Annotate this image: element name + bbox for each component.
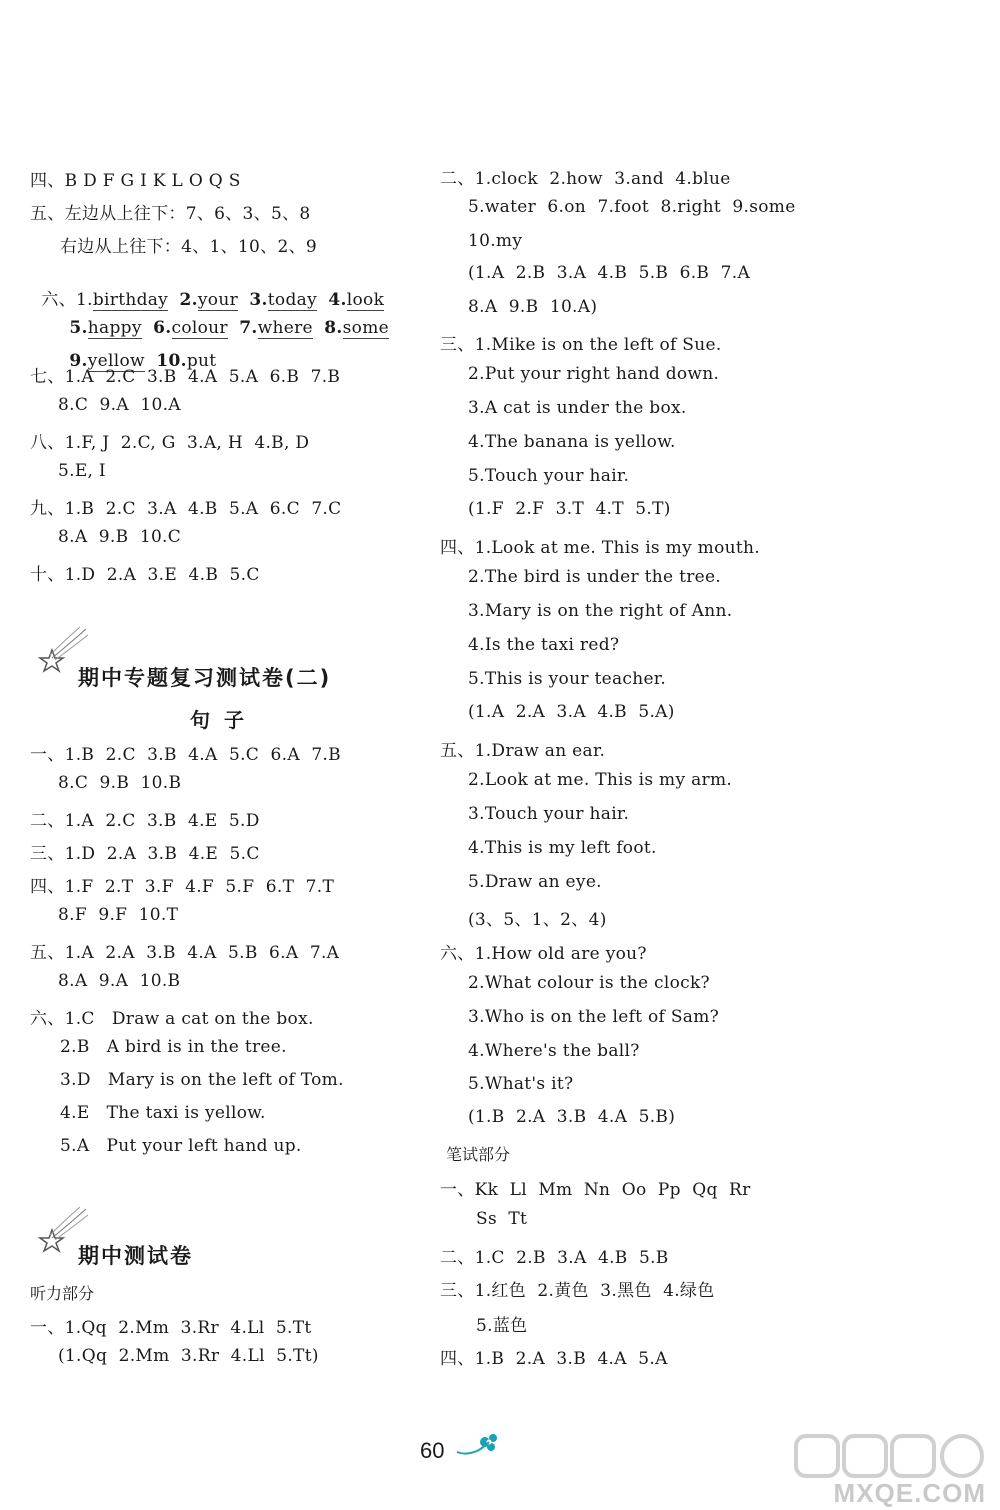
answer-line: (1.B 2.A 3.B 4.A 5.B)	[468, 1107, 676, 1127]
answer-line: 三、1.D 2.A 3.B 4.E 5.C	[30, 844, 260, 864]
answer-line: 五、1.A 2.A 3.B 4.A 5.B 6.A 7.A	[30, 943, 340, 963]
answer-line: (3、5、1、2、4)	[468, 910, 607, 930]
answer-line: 2.Put your right hand down.	[468, 364, 720, 384]
answer-line: 二、1.C 2.B 3.A 4.B 5.B	[440, 1248, 669, 1268]
answer-line: 2.The bird is under the tree.	[468, 567, 722, 587]
answer-line: (1.F 2.F 3.T 4.T 5.T)	[468, 499, 671, 519]
answer-line: 5.蓝色	[476, 1316, 528, 1336]
answer-line: 8.F 9.F 10.T	[58, 905, 179, 925]
part-label: 笔试部分	[446, 1145, 511, 1164]
answer-line: 5.Touch your hair.	[468, 466, 630, 486]
answer-line: 二、1.A 2.C 3.B 4.E 5.D	[30, 811, 260, 831]
answer-line: 5.What's it?	[468, 1074, 574, 1094]
answer-line: 8.A 9.B 10.C	[58, 527, 182, 547]
answer-line: 8.C 9.B 10.B	[58, 773, 182, 793]
answer-line: 5.This is your teacher.	[468, 669, 667, 689]
section-title: 期中专题复习测试卷(二)	[78, 666, 332, 690]
answer-line: 六、1.birthday 2.your 3.today 4.look	[41, 290, 385, 310]
section-title: 期中测试卷	[78, 1244, 193, 1268]
answer-line: 五、1.Draw an ear.	[440, 741, 606, 761]
answer-line: 8.A 9.B 10.A)	[468, 297, 598, 317]
answer-line: 一、1.B 2.C 3.B 4.A 5.C 6.A 7.B	[30, 745, 341, 765]
answer-line: 右边从上往下：4、1、10、2、9	[60, 237, 317, 257]
answer-line: 3.Mary is on the right of Ann.	[468, 601, 733, 621]
answer-line: 四、1.Look at me. This is my mouth.	[440, 538, 760, 558]
answer-line: 2.What colour is the clock?	[468, 973, 710, 993]
answer-line: 一、1.Qq 2.Mm 3.Rr 4.Ll 5.Tt	[30, 1318, 312, 1338]
answer-line: 九、1.B 2.C 3.A 4.B 5.A 6.C 7.C	[30, 499, 342, 519]
answer-line: 2.B A bird is in the tree.	[60, 1037, 287, 1057]
answer-line: (1.A 2.A 3.A 4.B 5.A)	[468, 702, 675, 722]
answer-line: 5.E, I	[58, 461, 106, 481]
answer-line: Ss Tt	[476, 1209, 528, 1229]
section-subtitle: 句子	[190, 708, 258, 732]
page-number: 60	[420, 1438, 445, 1463]
answer-line: 3.D Mary is on the left of Tom.	[60, 1070, 344, 1090]
answer-line: (1.A 2.B 3.A 4.B 5.B 6.B 7.A	[468, 263, 751, 283]
answer-line: 5.A Put your left hand up.	[60, 1136, 302, 1156]
answer-line: 3.Touch your hair.	[468, 804, 630, 824]
answer-line: 2.Look at me. This is my arm.	[468, 770, 733, 790]
answer-line: 4.The banana is yellow.	[468, 432, 676, 452]
answer-line: 四、1.B 2.A 3.B 4.A 5.A	[440, 1349, 668, 1369]
answer-line: 4.Is the taxi red?	[468, 635, 620, 655]
answer-line: 4.E The taxi is yellow.	[60, 1103, 266, 1123]
answer-line: 七、1.A 2.C 3.B 4.A 5.A 6.B 7.B	[30, 367, 341, 387]
answer-line: 五、左边从上往下：7、6、3、5、8	[30, 204, 311, 224]
answer-line: 3.A cat is under the box.	[468, 398, 687, 418]
answer-line: 5.happy 6.colour 7.where 8.some	[69, 318, 389, 338]
answer-line: 5.Draw an eye.	[468, 872, 602, 892]
answer-line: 9.yellow 10.put	[69, 351, 217, 371]
answer-line: 一、Kk Ll Mm Nn Oo Pp Qq Rr	[440, 1180, 751, 1200]
answer-line: 8.A 9.A 10.B	[58, 971, 181, 991]
answer-line: 四、B D F G I K L O Q S	[30, 171, 241, 191]
answer-line: (1.Qq 2.Mm 3.Rr 4.Ll 5.Tt)	[58, 1346, 319, 1366]
answer-line: 十、1.D 2.A 3.E 4.B 5.C	[30, 565, 260, 585]
flower-ornament-icon	[455, 1430, 503, 1460]
answer-line: 8.C 9.A 10.A	[58, 395, 181, 415]
answer-line: 六、1.How old are you?	[440, 944, 647, 964]
answer-line: 3.Who is on the left of Sam?	[468, 1007, 720, 1027]
answer-line: 三、1.红色 2.黄色 3.黑色 4.绿色	[440, 1281, 715, 1301]
answer-line: 二、1.clock 2.how 3.and 4.blue	[440, 169, 731, 189]
answer-line: 4.Where's the ball?	[468, 1041, 640, 1061]
answer-line: 10.my	[468, 231, 523, 251]
watermark-text: MXQE.COM	[833, 1478, 986, 1508]
answer-line: 5.water 6.on 7.foot 8.right 9.some	[468, 197, 796, 217]
answer-line: 四、1.F 2.T 3.F 4.F 5.F 6.T 7.T	[30, 877, 335, 897]
answer-line: 4.This is my left foot.	[468, 838, 657, 858]
answer-line: 八、1.F, J 2.C, G 3.A, H 4.B, D	[30, 433, 310, 453]
answer-line: 三、1.Mike is on the left of Sue.	[440, 335, 722, 355]
part-label: 听力部分	[30, 1284, 95, 1303]
answer-line: 六、1.C Draw a cat on the box.	[30, 1009, 314, 1029]
